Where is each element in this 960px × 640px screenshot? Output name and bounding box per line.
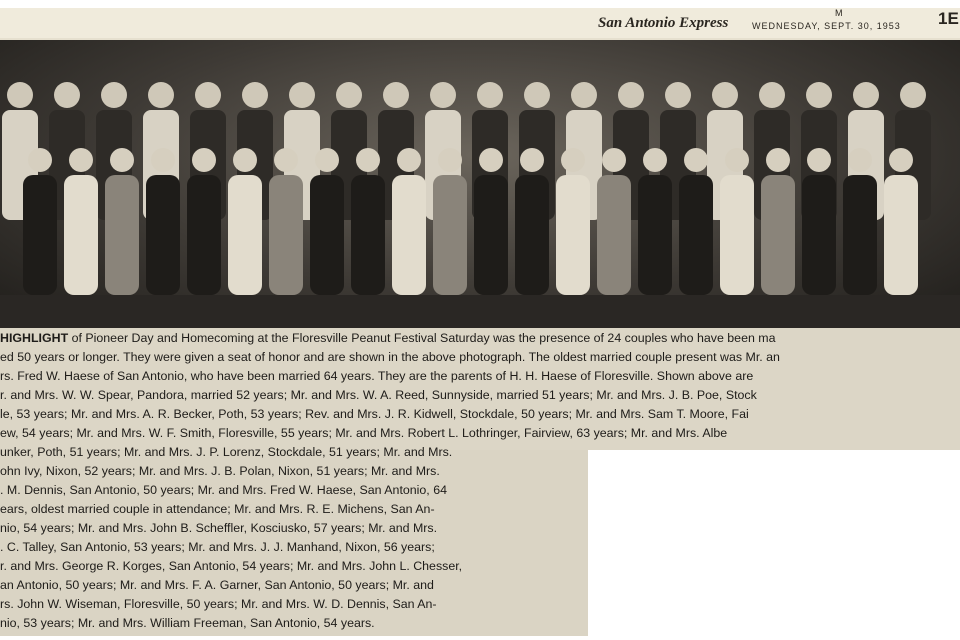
caption-line-16: nio, 53 years; Mr. and Mrs. William Freeman, San Antonio, 54 years. xyxy=(0,616,375,630)
masthead-page-number: 1E xyxy=(938,9,959,28)
caption-line-4: r. and Mrs. W. W. Spear, Pandora, married 52 years; Mr. and Mrs. W. A. Reed, Sunnyside, married 51 years; Mr. and Mrs. J. B. Poe, Stock xyxy=(0,388,757,402)
caption-line-13: r. and Mrs. George R. Korges, San Antonio, 54 years; Mr. and Mrs. John L. Chesser, xyxy=(0,559,463,573)
caption-line-15: rs. John W. Wiseman, Floresville, 50 years; Mr. and Mrs. W. D. Dennis, San An- xyxy=(0,597,437,611)
caption-line-6: ew, 54 years; Mr. and Mrs. W. F. Smith, Floresville, 55 years; Mr. and Mrs. Robert L. Lothringer, Fairview, 63 years; Mr. and Mrs. Albe xyxy=(0,426,728,440)
caption-lead-word: HIGHLIGHT xyxy=(0,331,69,345)
caption-line-1: HIGHLIGHT of Pioneer Day and Homecoming at the Floresville Peanut Festival Saturday was the presence of 24 couples who have been ma xyxy=(0,331,776,345)
caption-line-7: unker, Poth, 51 years; Mr. and Mrs. J. P. Lorenz, Stockdale, 51 years; Mr. and Mrs. xyxy=(0,445,453,459)
group-photo xyxy=(0,40,960,328)
caption-line-5: le, 53 years; Mr. and Mrs. A. R. Becker, Poth, 53 years; Rev. and Mrs. J. R. Kidwell, Stockdale, 50 years; Mr. and Mrs. Sam T. Moore, Fai xyxy=(0,407,749,421)
masthead-edition: M xyxy=(835,8,843,18)
caption-line-14: an Antonio, 50 years; Mr. and Mrs. F. A. Garner, San Antonio, 50 years; Mr. and xyxy=(0,578,434,592)
caption-line-9: . M. Dennis, San Antonio, 50 years; Mr. and Mrs. Fred W. Haese, San Antonio, 64 xyxy=(0,483,447,497)
caption-line-10: ears, oldest married couple in attendance; Mr. and Mrs. R. E. Michens, San An- xyxy=(0,502,435,516)
group-photo-icon xyxy=(0,40,960,328)
caption-line-12: . C. Talley, San Antonio, 53 years; Mr. and Mrs. J. J. Manhand, Nixon, 56 years; xyxy=(0,540,435,554)
masthead-paper-name: San Antonio Express xyxy=(598,15,729,31)
caption-line-2: ed 50 years or longer. They were given a seat of honor and are shown in the above photograph. The oldest married couple present was Mr. an xyxy=(0,350,780,364)
caption-line-8: ohn Ivy, Nixon, 52 years; Mr. and Mrs. J. B. Polan, Nixon, 51 years; Mr. and Mrs. xyxy=(0,464,440,478)
caption-line-3: rs. Fred W. Haese of San Antonio, who have been married 64 years. They are the parents of H. H. Haese of Floresville. Shown above are xyxy=(0,369,754,383)
caption-line-11: nio, 54 years; Mr. and Mrs. John B. Scheffler, Kosciusko, 57 years; Mr. and Mrs. xyxy=(0,521,438,535)
masthead-date: WEDNESDAY, SEPT. 30, 1953 xyxy=(752,21,901,31)
